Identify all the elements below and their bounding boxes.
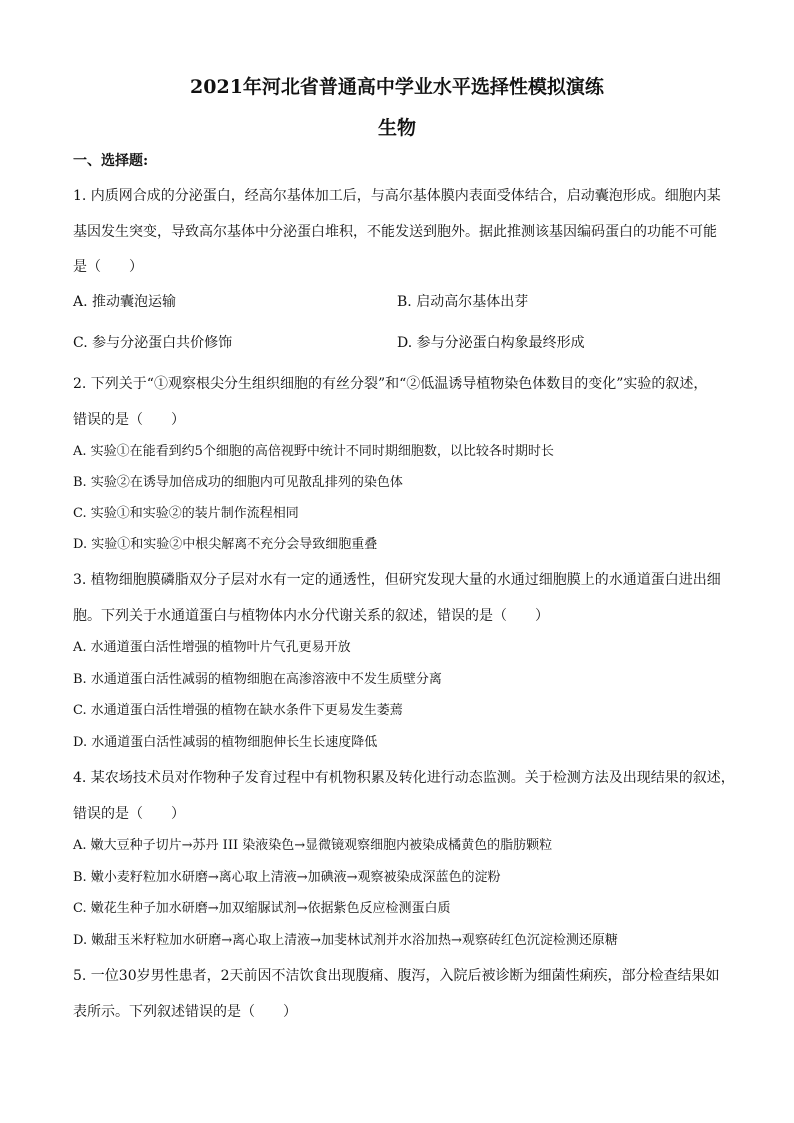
question-3-option-a: A. 水通道蛋白活性增强的植物叶片气孔更易开放: [73, 640, 351, 655]
question-1-option-c: C. 参与分泌蛋白共价修饰: [73, 335, 233, 351]
question-4-option-d: D. 嫩甜玉米籽粒加水研磨→离心取上清液→加斐林试剂并水浴加热→观察砖红色沉淀检测还原糖: [73, 933, 618, 948]
question-2-option-b: B. 实验②在诱导加倍成功的细胞内可见散乱排列的染色体: [73, 475, 403, 490]
question-5-line-1: 5. 一位30岁男性患者，2天前因不洁饮食出现腹痛、腹泻，入院后被诊断为细菌性痢疾，部分检查结果如: [73, 968, 720, 984]
question-3-option-d: D. 水通道蛋白活性减弱的植物细胞伸长生长速度降低: [73, 735, 378, 750]
question-4-line-2: 错误的是（ ）: [73, 806, 185, 822]
question-4-option-b: B. 嫩小麦籽粒加水研磨→离心取上清液→加碘液→观察被染成深蓝色的淀粉: [73, 870, 501, 885]
question-1-line-3: 是（ ）: [73, 259, 143, 275]
question-1-option-b: B. 启动高尔基体出芽: [397, 294, 529, 310]
question-3-line-2: 胞。下列关于水通道蛋白与植物体内水分代谢关系的叙述，错误的是（ ）: [73, 608, 549, 624]
exam-title: 2021年河北省普通高中学业水平选择性模拟演练: [190, 76, 604, 98]
question-4-option-c: C. 嫩花生种子加水研磨→加双缩脲试剂→依据紫色反应检测蛋白质: [73, 901, 451, 916]
question-3-option-c: C. 水通道蛋白活性增强的植物在缺水条件下更易发生萎蔫: [73, 703, 403, 718]
question-3-line-1: 3. 植物细胞膜磷脂双分子层对水有一定的通透性，但研究发现大量的水通过细胞膜上的水通道蛋白进出细: [73, 572, 721, 588]
question-4-line-1: 4. 某农场技术员对作物种子发育过程中有机物积累及转化进行动态监测。关于检测方法及出现结果的叙述，: [73, 770, 735, 786]
question-1-line-2: 基因发生突变，导致高尔基体中分泌蛋白堆积，不能发送到胞外。据此推测该基因编码蛋白的功能不可能: [73, 224, 717, 240]
exam-subject: 生物: [377, 117, 416, 139]
question-1-line-1: 1. 内质网合成的分泌蛋白，经高尔基体加工后，与高尔基体膜内表面受体结合，启动囊泡形成。细胞内某: [73, 188, 721, 204]
question-2-option-d: D. 实验①和实验②中根尖解离不充分会导致细胞重叠: [73, 537, 378, 552]
question-2-line-2: 错误的是（ ）: [73, 412, 185, 428]
question-1-option-a: A. 推动囊泡运输: [73, 294, 177, 310]
section-heading: 一、选择题:: [73, 153, 149, 169]
question-3-option-b: B. 水通道蛋白活性减弱的植物细胞在高渗溶液中不发生质壁分离: [73, 672, 442, 687]
question-2-option-a: A. 实验①在能看到约5个细胞的高倍视野中统计不同时期细胞数，以比较各时期时长: [73, 444, 554, 459]
question-2-option-c: C. 实验①和实验②的装片制作流程相同: [73, 506, 299, 521]
question-5-line-2: 表所示。下列叙述错误的是（ ）: [73, 1004, 297, 1020]
question-4-option-a: A. 嫩大豆种子切片→苏丹 III 染液染色→显微镜观察细胞内被染成橘黄色的脂肪颗粒: [73, 838, 553, 853]
question-2-line-1: 2. 下列关于“①观察根尖分生组织细胞的有丝分裂”和“②低温诱导植物染色体数目的变化”实验的叙述，: [73, 376, 708, 392]
question-1-option-d: D. 参与分泌蛋白构象最终形成: [397, 335, 585, 351]
